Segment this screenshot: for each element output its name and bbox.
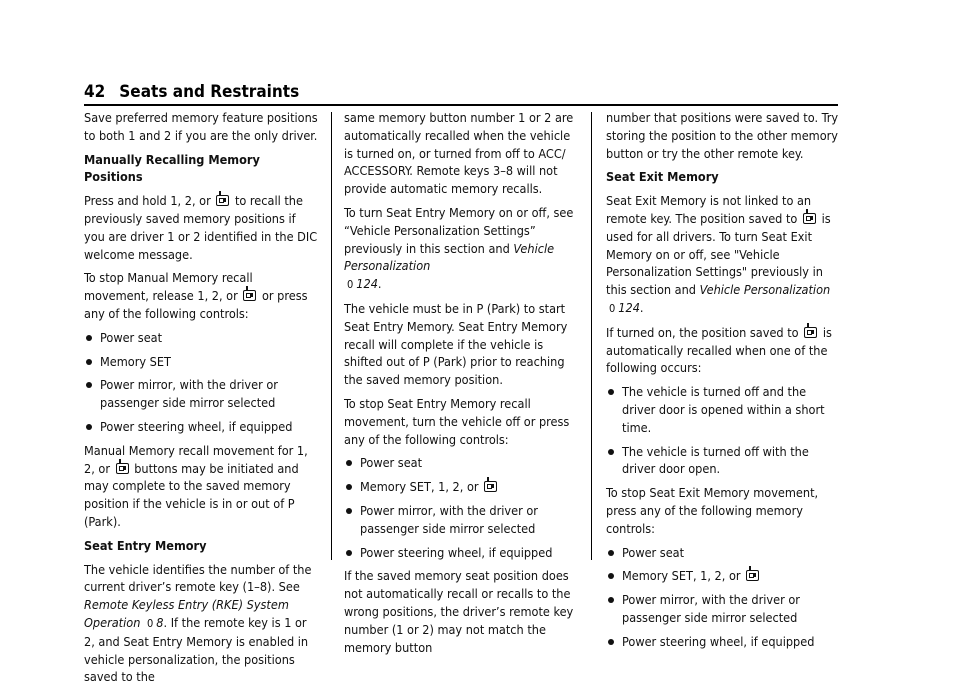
- cross-reference-link[interactable]: Vehicle Personalization: [699, 282, 831, 298]
- paragraph: number that positions were saved to. Try storing the position to the other memory button or try the other remote key.: [606, 110, 839, 161]
- page-reference-arrow-icon: 0: [347, 278, 354, 292]
- text: Seat Exit Memory is not linked to an remote key. The position saved to: [606, 193, 812, 226]
- text: is used for all drivers. To turn Seat Exit Memory on or off, see "Vehicle Personalization Settings" previously in this section and: [606, 210, 831, 298]
- text: to recall the previously saved memory positions if you are driver 1 or 2 identified in the DIC welcome message.: [84, 193, 318, 262]
- column-3: [606, 109, 842, 657]
- paragraph: If the saved memory seat position does not automatically recall or recalls to the wrong positions, the driver’s remote key number (1 or 2) may not match the memory button: [344, 568, 574, 655]
- text: Press and hold 1, 2, or: [84, 193, 211, 209]
- page-reference[interactable]: 8: [156, 614, 164, 630]
- text: buttons may be initiated and may complete to the saved memory position if the vehicle is in or out of P (Park).: [84, 460, 299, 529]
- paragraph: [84, 192, 320, 263]
- text: or press any of the following controls:: [84, 288, 308, 321]
- text: To turn Seat Entry Memory on or off, see “Vehicle Personalization Settings” previously in this section and: [344, 204, 574, 256]
- text: is automatically recalled when one of the following occurs:: [606, 324, 832, 376]
- subheading-seat-entry-memory: Seat Entry Memory: [84, 537, 207, 553]
- memory-seat-button-icon: [216, 195, 229, 206]
- memory-seat-button-icon: [116, 463, 129, 474]
- paragraph: same memory button number 1 or 2 are automatically recalled when the vehicle is turned on, or turned from off to ACC/ ACCESSORY. Remote keys 3–8 will not provide automatic memory recalls.: [344, 110, 574, 197]
- cross-reference-link[interactable]: Vehicle Personalization: [344, 240, 555, 274]
- list-item: Power mirror, with the driver or passenger side mirror selected: [84, 376, 320, 412]
- paragraph: Save preferred memory feature positions to both 1 and 2 if you are the only driver.: [84, 110, 318, 143]
- subheading-seat-exit-memory: Seat Exit Memory: [606, 169, 719, 185]
- text: If turned on, the position saved to: [606, 324, 799, 340]
- bullet-list: [344, 454, 580, 561]
- list-item: Power steering wheel, if equipped: [344, 544, 580, 562]
- text: Manual Memory recall movement for 1, 2, or: [84, 442, 308, 476]
- paragraph: To stop Seat Exit Memory movement, press any of the following memory controls:: [606, 485, 819, 536]
- paragraph: [344, 204, 580, 294]
- subheading-manual-recall: Manually Recalling Memory Positions: [84, 151, 260, 185]
- list-item: The vehicle is turned off and the driver door is opened within a short time.: [606, 383, 842, 436]
- paragraph: [606, 324, 842, 377]
- column-2: [344, 109, 580, 662]
- text: .: [639, 299, 644, 315]
- list-item: The vehicle is turned off with the driver door open.: [606, 443, 842, 479]
- list-item: Memory SET: [84, 353, 320, 371]
- memory-seat-button-icon: [243, 290, 256, 301]
- list-item: Power steering wheel, if equipped: [84, 418, 320, 436]
- list-item: Power steering wheel, if equipped: [606, 633, 842, 651]
- column-divider: [331, 112, 332, 560]
- list-item: Power seat: [344, 454, 580, 472]
- column-divider: [591, 112, 592, 560]
- memory-seat-button-icon: [803, 213, 816, 224]
- paragraph: To stop Seat Entry Memory recall movement, turn the vehicle off or press any of the following controls:: [344, 395, 570, 447]
- memory-seat-button-icon: [746, 570, 759, 581]
- text: .: [377, 276, 382, 292]
- list-item: [344, 478, 580, 496]
- bullet-list: [606, 544, 842, 651]
- list-item: [606, 567, 842, 585]
- page-reference-arrow-icon: 0: [147, 616, 154, 630]
- column-1: [84, 109, 320, 692]
- text: Memory SET, 1, 2, or: [622, 568, 741, 584]
- header-rule: [84, 104, 838, 106]
- paragraph: [84, 269, 320, 322]
- text: . If the remote key is 1 or 2, and Seat Entry Memory is enabled in vehicle personalization, the positions saved to the: [84, 614, 309, 685]
- list-item: Power seat: [84, 329, 320, 347]
- page-reference-arrow-icon: 0: [609, 301, 616, 315]
- page-number: 42: [84, 82, 106, 102]
- list-item: Power mirror, with the driver or passenger side mirror selected: [606, 591, 842, 627]
- bullet-list: [84, 329, 320, 436]
- text: Memory SET, 1, 2, or: [360, 479, 479, 495]
- list-item: Power mirror, with the driver or passenger side mirror selected: [344, 502, 580, 538]
- paragraph: [84, 442, 320, 531]
- text: To stop Manual Memory recall movement, release 1, 2, or: [84, 270, 253, 304]
- cross-reference-link[interactable]: Remote Keyless Entry (RKE) System Operation: [84, 597, 289, 630]
- page-header: [84, 82, 299, 102]
- paragraph: [84, 561, 320, 687]
- list-item: Power seat: [606, 544, 842, 562]
- paragraph: The vehicle must be in P (Park) to start Seat Entry Memory. Seat Entry Memory recall will complete if the vehicle is shifted out of P (Park) prior to reaching the saved memory position.: [344, 300, 568, 388]
- page-reference[interactable]: 124: [618, 299, 640, 315]
- section-title: Seats and Restraints: [119, 82, 300, 102]
- memory-seat-button-icon: [804, 327, 817, 338]
- page-reference[interactable]: 124: [356, 276, 378, 292]
- bullet-list: [606, 383, 842, 478]
- text: The vehicle identifies the number of the current driver’s remote key (1–8). See: [84, 561, 312, 595]
- memory-seat-button-icon: [484, 481, 497, 492]
- paragraph: [606, 192, 842, 318]
